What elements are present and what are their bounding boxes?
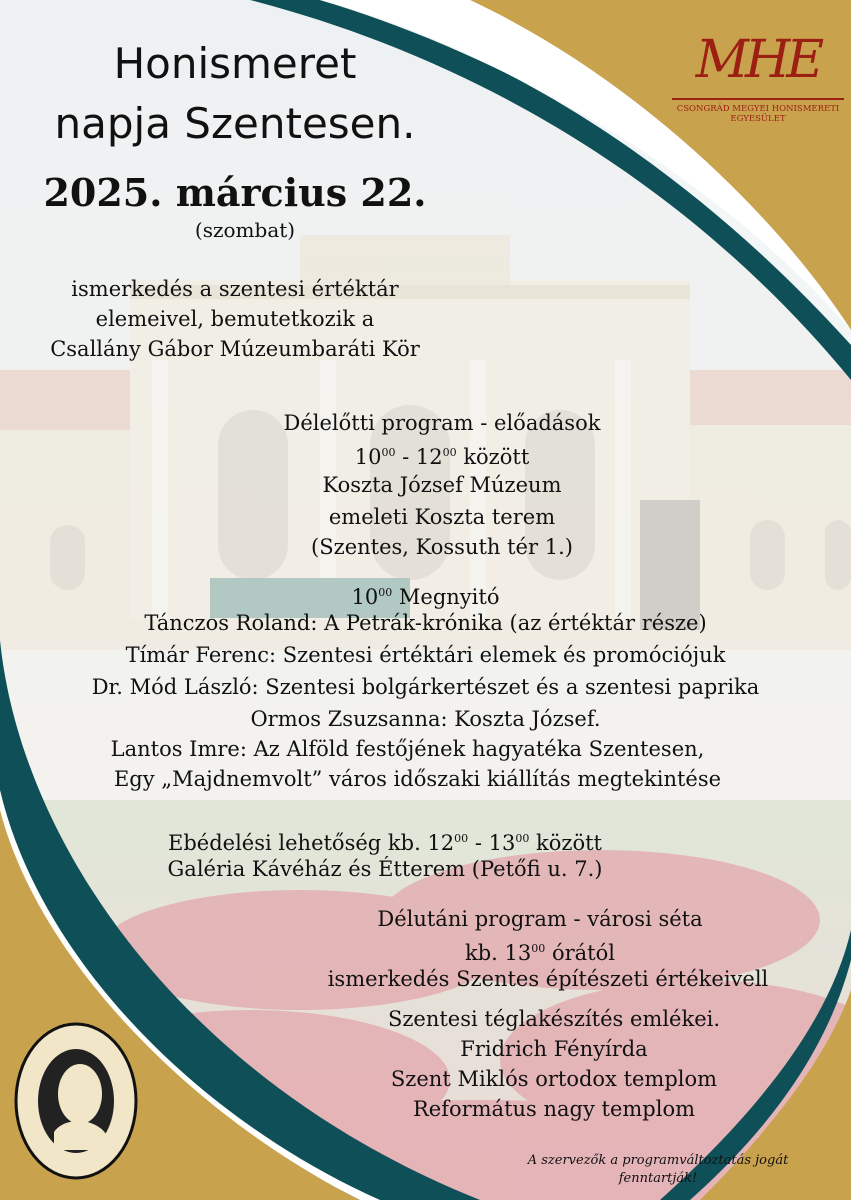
event-weekday: (szombat) <box>194 218 296 242</box>
talk-5: Lantos Imre: Az Alföld festőjének hagyatéka Szentesen, <box>110 737 705 761</box>
morning-address: (Szentes, Kossuth tér 1.) <box>311 535 573 559</box>
afternoon-stop-4: Református nagy templom <box>412 1097 696 1121</box>
talk-3: Dr. Mód László: Szentesi bolgárkertészet és a szentesi paprika <box>91 675 760 699</box>
morning-room: emeleti Koszta terem <box>328 505 556 529</box>
afternoon-stop-1: Szentesi téglakészítés emlékei. <box>387 1007 721 1031</box>
talk-6: Egy „Majdnemvolt” város időszaki kiállítás megtekintése <box>113 767 722 791</box>
opening-line <box>0 578 851 612</box>
museum-friends-seal <box>14 1022 138 1180</box>
morning-time-to-sup: 00 <box>442 446 457 459</box>
afternoon-time-hour: 13 <box>504 941 532 965</box>
event-date: 2025. március 22. <box>43 170 427 215</box>
page-title-line1: Honismeret <box>113 39 357 88</box>
afternoon-stop-3: Szent Miklós ortodox templom <box>390 1067 718 1091</box>
organizer-note-line2: fenntartják! <box>618 1171 698 1186</box>
mhe-logo <box>672 8 844 148</box>
opening-label: Megnyitó <box>392 585 500 609</box>
intro-line-2: elemeivel, bemutetkozik a <box>95 307 375 331</box>
seal-graphic <box>14 1022 138 1180</box>
lunch-line <box>0 824 770 858</box>
afternoon-heading: Délutáni program - városi séta <box>377 907 703 931</box>
lunch-to: 13 <box>488 831 516 855</box>
afternoon-time-suffix: órától <box>545 941 615 965</box>
lunch-to-sup: 00 <box>515 832 530 845</box>
afternoon-time-sup: 00 <box>531 942 546 955</box>
talk-4: Ormos Zsuzsanna: Koszta József. <box>250 707 601 731</box>
afternoon-time <box>250 934 830 968</box>
lunch-from-sup: 00 <box>454 832 469 845</box>
morning-place: Koszta József Múzeum <box>322 473 562 497</box>
organizer-note <box>488 1152 828 1188</box>
lunch-prefix: Ebédelési lehetőség kb. <box>168 831 428 855</box>
morning-time <box>42 438 842 472</box>
mhe-logo-caption-line2: EGYESÜLET <box>730 114 786 124</box>
morning-time-from: 10 <box>354 445 382 469</box>
talk-1: Tánczos Roland: A Petrák-krónika (az értéktár része) <box>144 611 707 635</box>
intro-line-3: Csallány Gábor Múzeumbaráti Kör <box>50 337 420 361</box>
afternoon-intro: ismerkedés Szentes építészeti értékeivell <box>327 967 769 991</box>
organizer-note-line1: A szervezők a programváltoztatás jogát <box>527 1153 789 1168</box>
morning-time-from-sup: 00 <box>381 446 396 459</box>
lunch-place: Galéria Kávéház és Étterem (Petőfi u. 7.) <box>167 857 603 881</box>
morning-heading: Délelőtti program - előadások <box>283 411 601 435</box>
lunch-from: 12 <box>427 831 455 855</box>
opening-hour: 10 <box>351 585 379 609</box>
talk-2: Tímár Ferenc: Szentesi értéktári elemek és promóciójuk <box>125 643 726 667</box>
morning-time-suffix: között <box>456 445 530 469</box>
lunch-suffix: között <box>529 831 602 855</box>
mhe-logo-letters: MHE <box>695 30 821 90</box>
intro-line-1: ismerkedés a szentesi értéktár <box>71 277 399 301</box>
mhe-logo-caption-line1: CSONGRÁD MEGYEI HONISMERETI <box>676 104 840 114</box>
morning-time-sep: - <box>395 445 416 469</box>
page-title-line2: napja Szentesen. <box>54 99 416 148</box>
afternoon-time-prefix: kb. <box>465 941 505 965</box>
afternoon-stop-2: Fridrich Fényírda <box>460 1037 648 1061</box>
opening-sup: 00 <box>378 586 393 599</box>
morning-time-to: 12 <box>415 445 443 469</box>
mhe-logo-rule <box>672 98 844 100</box>
lunch-sep: - <box>468 831 489 855</box>
